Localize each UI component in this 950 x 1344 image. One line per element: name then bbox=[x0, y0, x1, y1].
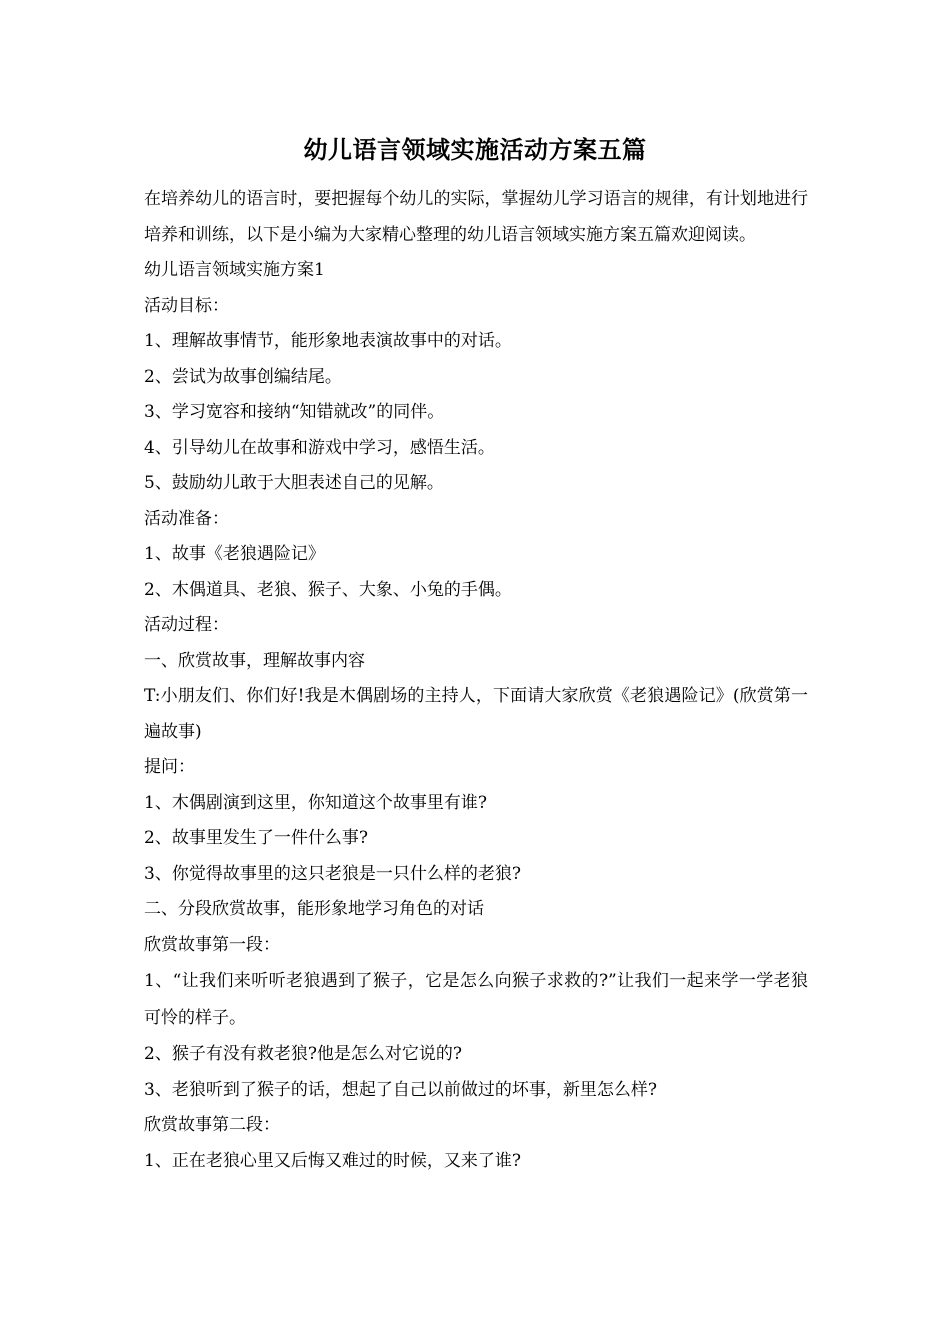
list-item: 2、木偶道具、老狼、猴子、大象、小兔的手偶。 bbox=[144, 579, 512, 600]
document-body bbox=[144, 182, 808, 1179]
subheading-goals: 活动目标： bbox=[144, 295, 229, 316]
list-item: 2、猴子有没有救老狼?他是怎么对它说的? bbox=[144, 1044, 463, 1064]
subheading-part-one: 欣赏故事第一段： bbox=[144, 934, 280, 955]
subheading-questions: 提问： bbox=[144, 757, 195, 777]
subheading-process: 活动过程： bbox=[144, 615, 229, 635]
list-item: 1、正在老狼心里又后悔又难过的时候，又来了谁? bbox=[144, 1150, 521, 1171]
list-item: 3、老狼听到了猴子的话，想起了自己以前做过的坏事，新里怎么样? bbox=[144, 1079, 657, 1100]
list-item: 1、故事《老狼遇险记》 bbox=[144, 544, 325, 564]
list-item: 4、引导幼儿在故事和游戏中学习，感悟生活。 bbox=[144, 437, 495, 458]
subheading-preparation: 活动准备： bbox=[144, 508, 229, 529]
section-heading: 幼儿语言领域实施方案1 bbox=[144, 260, 325, 280]
step-heading: 二、分段欣赏故事，能形象地学习角色的对话 bbox=[144, 899, 484, 919]
list-item: 3、学习宽容和接纳“知错就改”的同伴。 bbox=[144, 402, 445, 422]
list-item: 1、理解故事情节，能形象地表演故事中的对话。 bbox=[144, 331, 512, 351]
intro-paragraph: 在培养幼儿的语言时，要把握每个幼儿的实际，掌握幼儿学习语言的规律，有计划地进行培养和训练，以下是小编为大家精心整理的幼儿语言领域实施方案五篇欢迎阅读。 bbox=[144, 189, 808, 245]
list-item: 2、故事里发生了一件什么事? bbox=[144, 828, 368, 848]
list-item: 2、尝试为故事创编结尾。 bbox=[144, 366, 342, 387]
list-item: 3、你觉得故事里的这只老狼是一只什么样的老狼? bbox=[144, 863, 521, 884]
document-title: 幼儿语言领域实施活动方案五篇 bbox=[303, 135, 647, 164]
step-heading: 一、欣赏故事，理解故事内容 bbox=[144, 650, 365, 671]
list-item: 1、“让我们来听听老狼遇到了猴子，它是怎么向猴子求救的?”让我们一起来学一学老狼可怜的样子。 bbox=[144, 971, 808, 1028]
list-item: 5、鼓励幼儿敢于大胆表述自己的见解。 bbox=[144, 473, 444, 493]
subheading-part-two: 欣赏故事第二段： bbox=[144, 1115, 280, 1135]
dialogue-paragraph: T:小朋友们、你们好!我是木偶剧场的主持人，下面请大家欣赏《老狼遇险记》(欣赏第一遍故事) bbox=[144, 686, 808, 742]
list-item: 1、木偶剧演到这里，你知道这个故事里有谁? bbox=[144, 792, 487, 813]
